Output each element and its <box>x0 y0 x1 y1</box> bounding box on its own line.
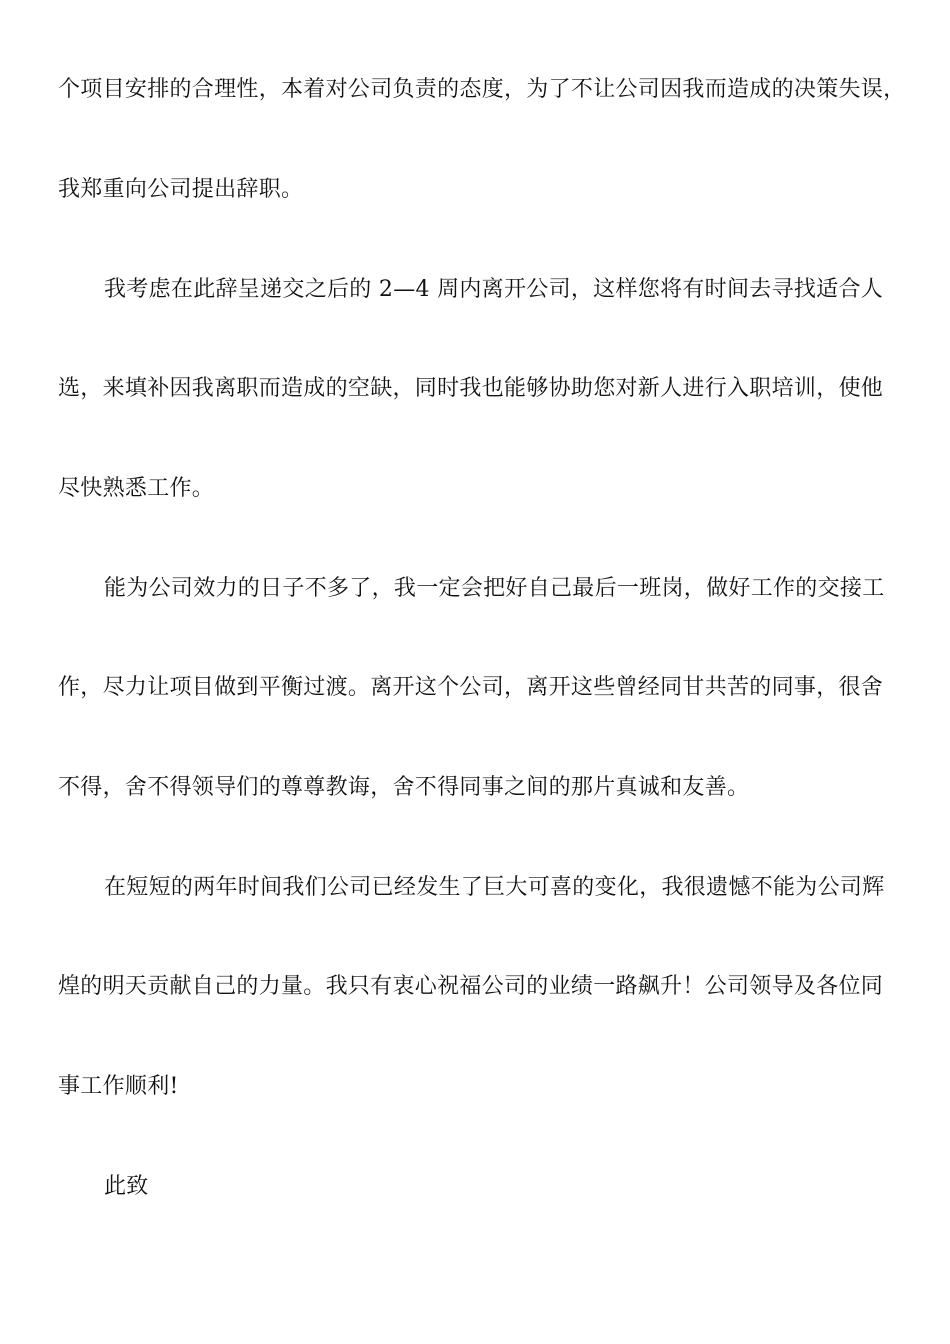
paragraph-start-line: 能为公司效力的日子不多了，我一定会把好自己最后一班岗，做好工作的交接工 <box>104 576 885 601</box>
text-line: 尽快熟悉工作。 <box>58 476 215 501</box>
text-line: 选，来填补因我离职而造成的空缺，同时我也能够协助您对新人进行入职培训，使他 <box>58 376 884 401</box>
paragraph-start-line: 在短短的两年时间我们公司已经发生了巨大可喜的变化，我很遗憾不能为公司辉 <box>104 875 885 900</box>
text-line: 不得，舍不得领导们的尊尊教诲，舍不得同事之间的那片真诚和友善。 <box>58 775 750 800</box>
text-line: 煌的明天贡献自己的力量。我只有衷心祝福公司的业绩一路飙升！公司领导及各位同 <box>58 974 884 999</box>
closing-line: 此致 <box>104 1174 149 1199</box>
text-line: 作，尽力让项目做到平衡过渡。离开这个公司，离开这些曾经同甘共苦的同事，很舍 <box>58 675 884 700</box>
text-line: 事工作顺利! <box>58 1074 179 1099</box>
paragraph-start-line: 我考虑在此辞呈递交之后的 2—4 周内离开公司，这样您将有时间去寻找适合人 <box>104 277 884 302</box>
text-line: 个项目安排的合理性，本着对公司负责的态度，为了不让公司因我而造成的决策失误， <box>58 77 906 102</box>
text-line: 我郑重向公司提出辞职。 <box>58 177 304 202</box>
